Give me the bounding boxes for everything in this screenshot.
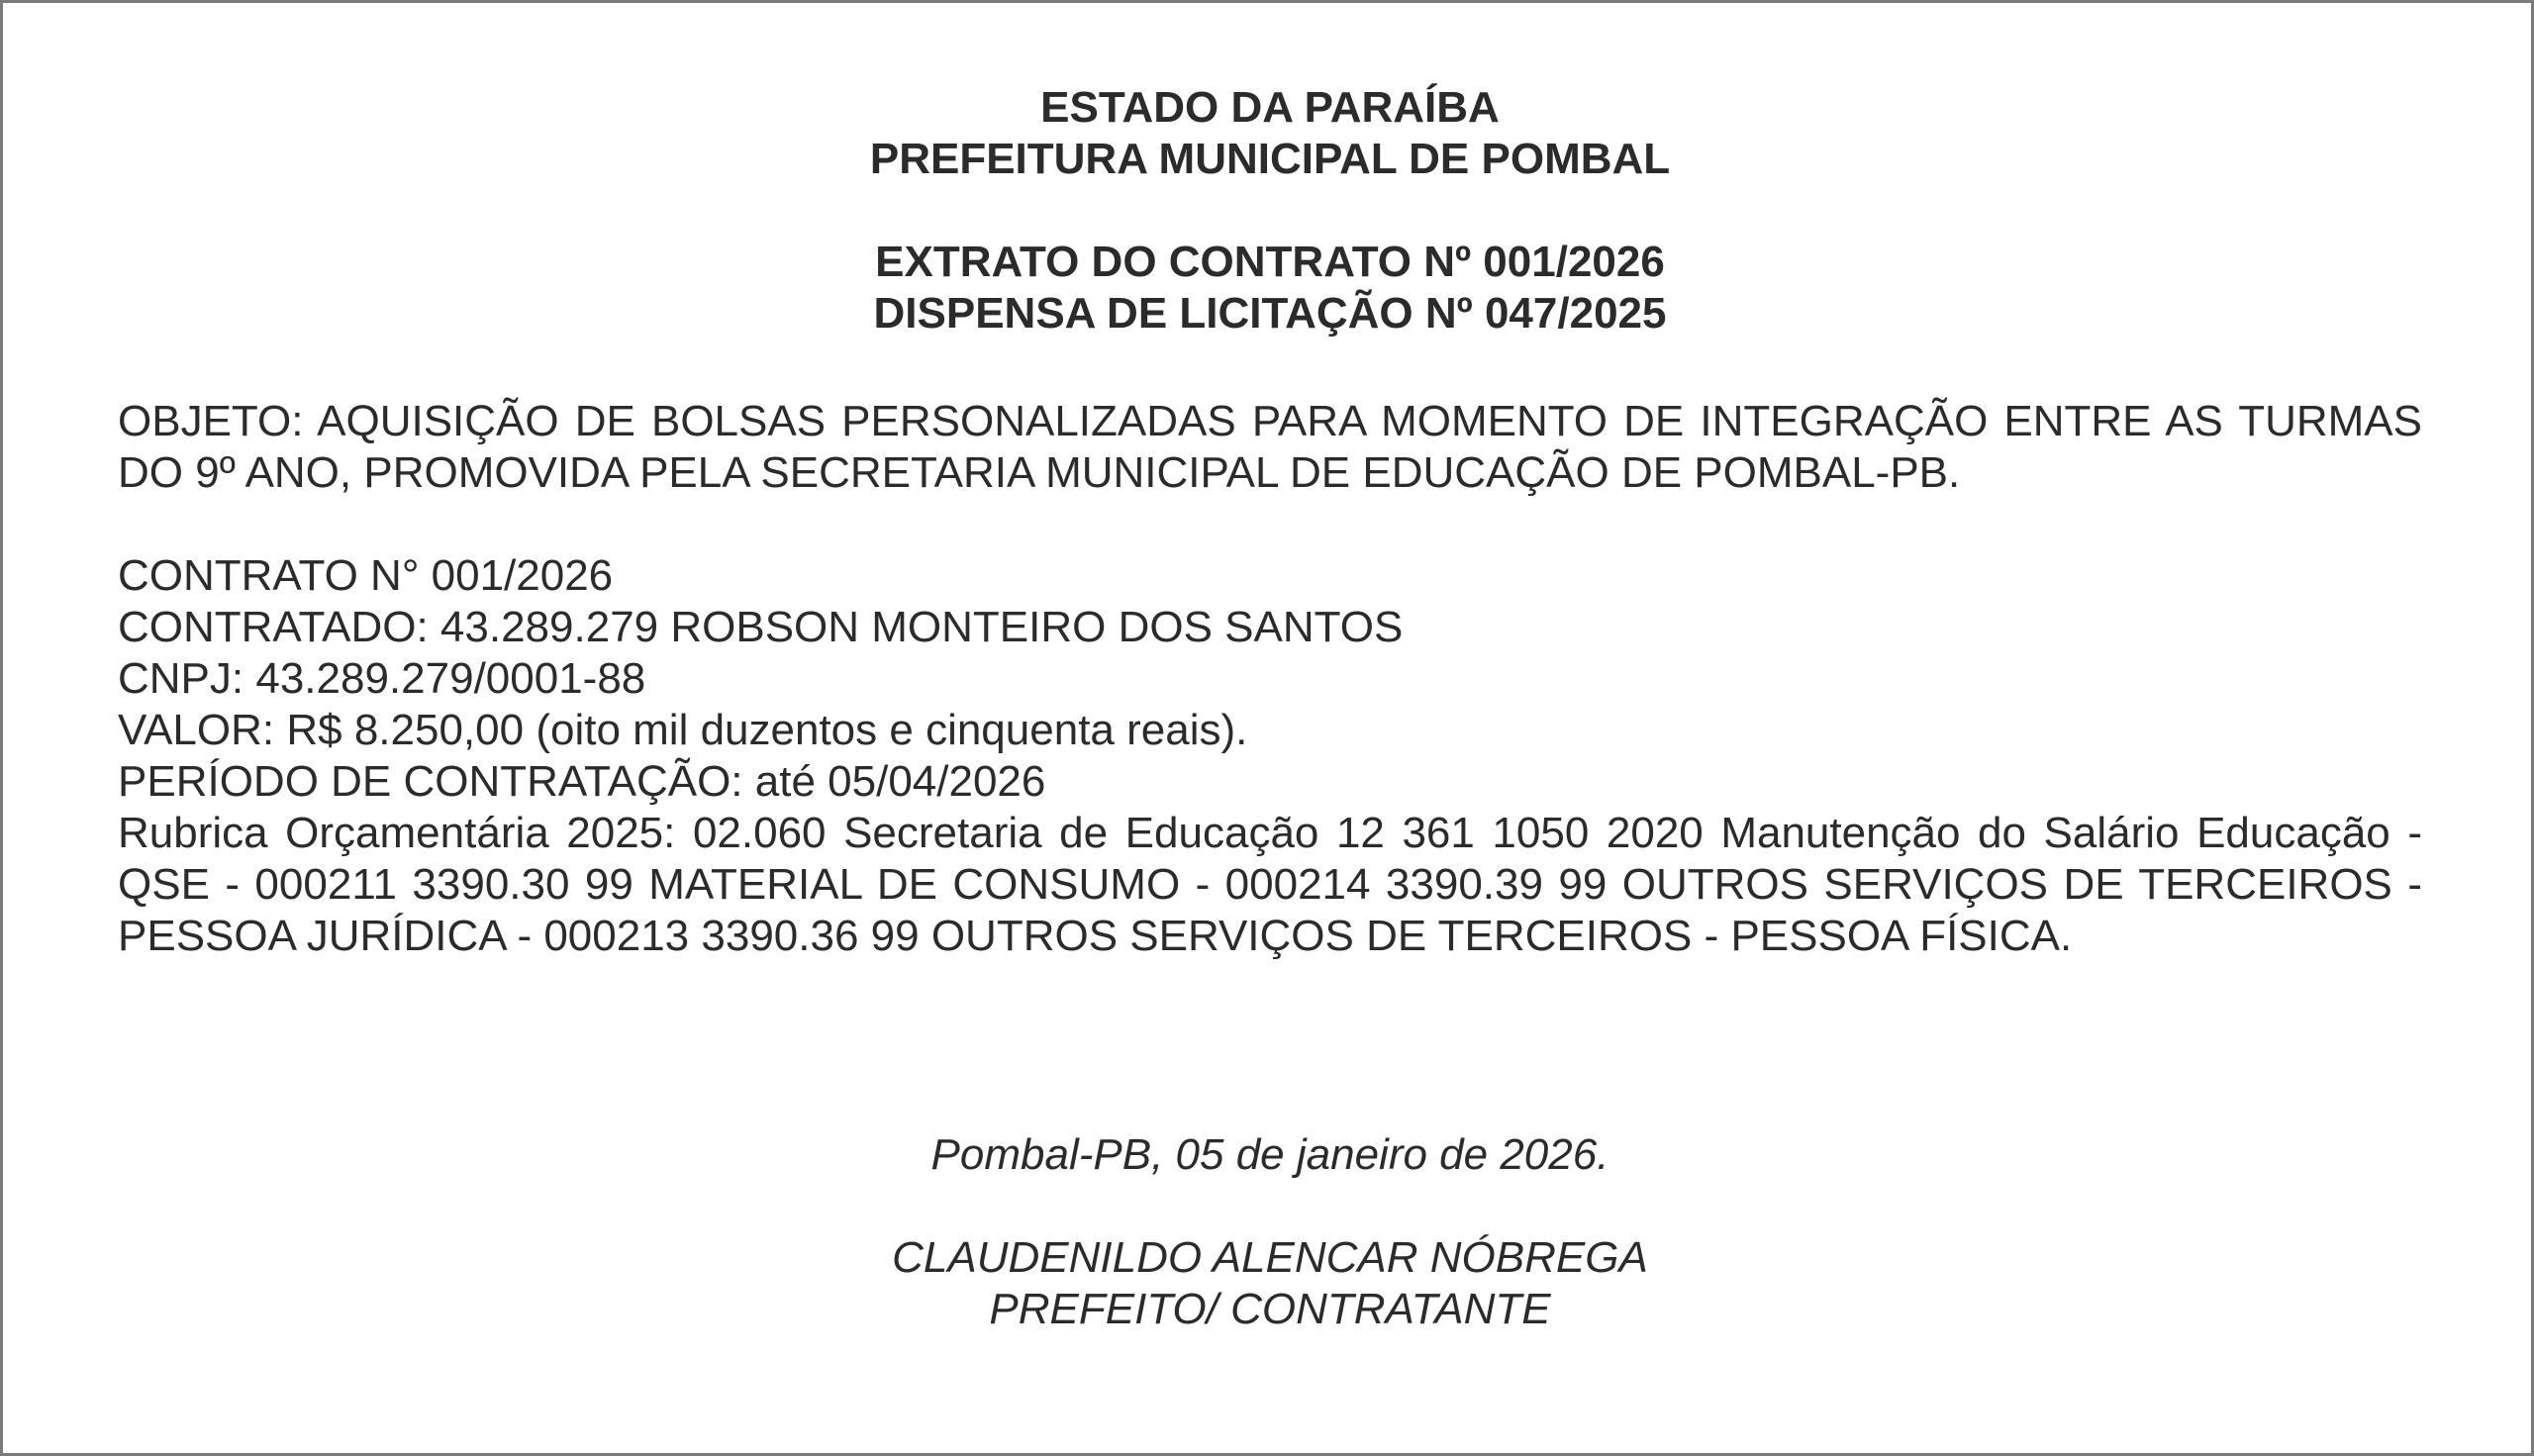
- signer-name: CLAUDENILDO ALENCAR NÓBREGA: [892, 1233, 1648, 1282]
- contracted-party: CONTRATADO: 43.289.279 ROBSON MONTEIRO DOS SANTOS: [118, 603, 1404, 651]
- contract-number: CONTRATO N° 001/2026: [118, 551, 614, 600]
- dispensa-title: DISPENSA DE LICITAÇÃO Nº 047/2025: [873, 289, 1667, 338]
- budget-line-paragraph: Rubrica Orçamentária 2025: 02.060 Secretaria de Educação 12 361 1050 2020 Manutenção do Salário Educação -QSE - 000211 3390.30 99 MATERIAL DE CONSUMO - 000214 3390.39 99 OUTROS SERVIÇOS DE TERCEIROS - PESSOA JURÍDICA - 000213 3390.36 99 OUTROS SERVIÇOS DE TERCEIROS - PESSOA FÍSICA.: [118, 809, 2422, 960]
- contract-value: VALOR: R$ 8.250,00 (oito mil duzentos e cinquenta reais).: [118, 706, 1248, 754]
- contract-extract-title: EXTRATO DO CONTRATO Nº 001/2026: [875, 238, 1665, 286]
- state-title: ESTADO DA PARAÍBA: [1040, 83, 1500, 132]
- place-date: Pombal-PB, 05 de janeiro de 2026.: [930, 1130, 1609, 1179]
- document-body: [118, 396, 2422, 962]
- cnpj: CNPJ: 43.289.279/0001-88: [118, 654, 646, 703]
- objeto-paragraph: OBJETO: AQUISIÇÃO DE BOLSAS PERSONALIZADAS PARA MOMENTO DE INTEGRAÇÃO ENTRE AS TURMAS DO 9º ANO, PROMOVIDA PELA SECRETARIA MUNICIPAL DE EDUCAÇÃO DE POMBAL-PB.: [118, 397, 2422, 497]
- signer-role: PREFEITO/ CONTRATANTE: [989, 1285, 1551, 1333]
- contract-period: PERÍODO DE CONTRATAÇÃO: até 05/04/2026: [118, 757, 1046, 806]
- document-header: [3, 82, 2534, 340]
- document-footer: [3, 1129, 2534, 1335]
- municipality-title: PREFEITURA MUNICIPAL DE POMBAL: [869, 135, 1671, 183]
